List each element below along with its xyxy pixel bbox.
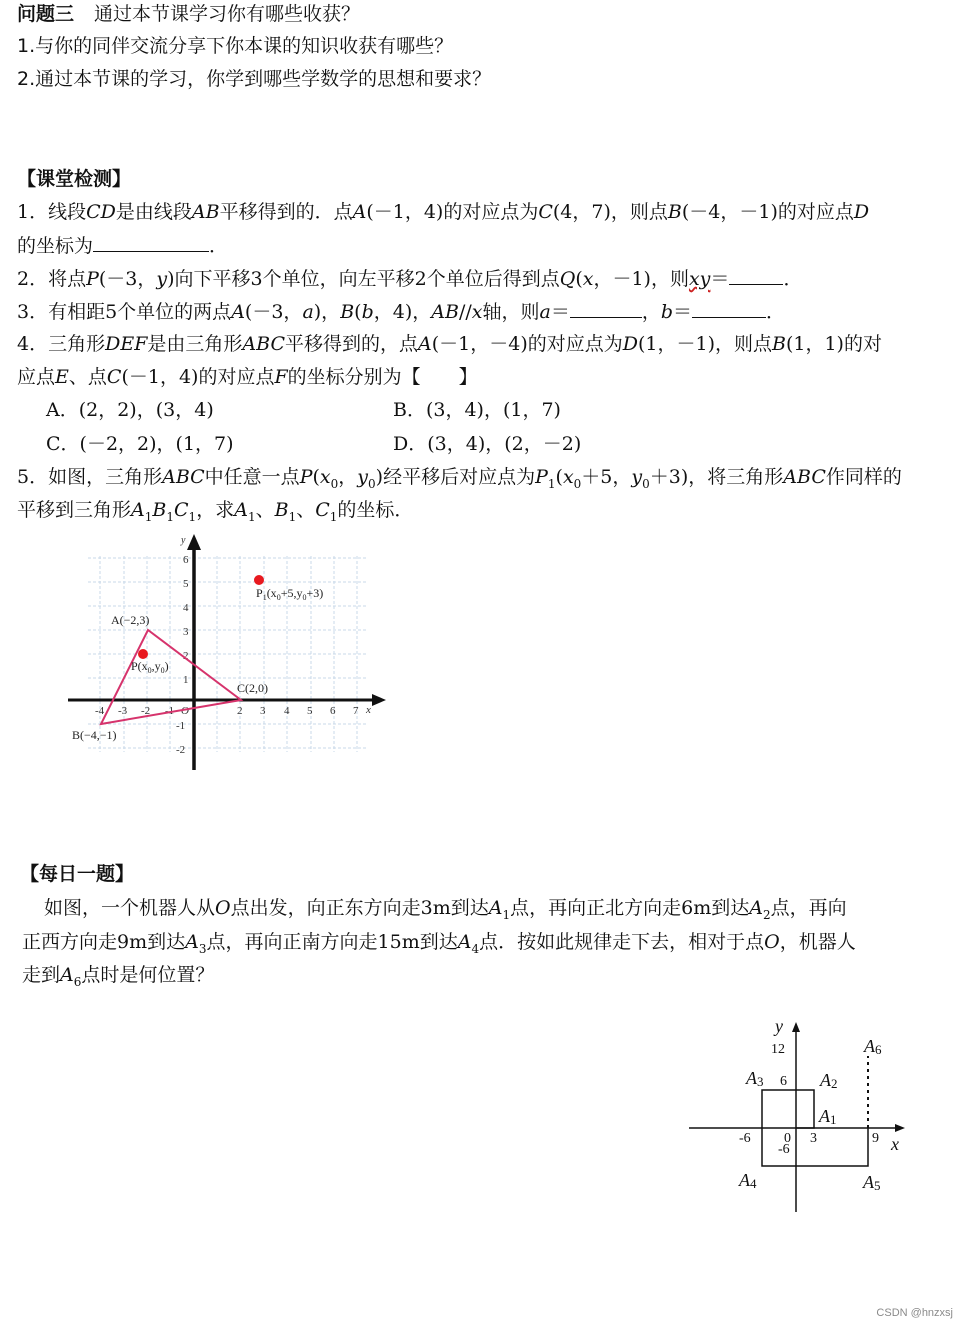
text: 到达 <box>419 931 458 953</box>
text: A <box>749 897 763 919</box>
text: O <box>764 931 780 953</box>
label-a5-part: A <box>863 1172 874 1192</box>
text: ABC <box>242 333 285 355</box>
label-p-part: 0 <box>147 666 152 675</box>
text: ABC <box>783 466 826 488</box>
text: ，机器人 <box>779 931 856 953</box>
text: A <box>418 333 432 355</box>
label-a2-part: 2 <box>831 1076 838 1091</box>
text: x <box>319 466 331 488</box>
text: ，4)， <box>373 301 432 323</box>
q3-title-line <box>17 2 360 26</box>
label-p1-part: +3) <box>306 586 324 600</box>
tick-0: 0 <box>784 1131 791 1146</box>
text: 中任意一点 <box>204 466 300 488</box>
label-a1-part: A <box>819 1106 830 1126</box>
label-a1 <box>818 1106 837 1127</box>
tick-3: 3 <box>810 1131 817 1146</box>
text: A <box>131 499 145 521</box>
text: 点，再向正南方向走 <box>206 931 378 953</box>
text: a <box>302 301 314 323</box>
text: 到达 <box>711 897 750 919</box>
daily-line-1 <box>44 896 847 927</box>
y-axis-label: y <box>181 535 186 546</box>
text: AB <box>191 201 220 223</box>
x-tick-label: -2 <box>141 705 151 717</box>
label-p1-part: 1 <box>262 593 267 602</box>
text: C <box>315 499 330 521</box>
x-axis-label: x <box>366 704 371 716</box>
text: )经平移后对应点为 <box>375 466 536 488</box>
text: 到达 <box>147 931 186 953</box>
y-axis-arrow <box>792 1022 800 1032</box>
label-a5 <box>862 1172 881 1193</box>
text: D <box>622 333 638 355</box>
text: ， <box>338 466 358 488</box>
text: // <box>458 301 472 323</box>
problem-1-line-2 <box>17 233 228 258</box>
problem-3 <box>17 299 785 324</box>
text: 、 <box>296 499 316 521</box>
text: ABC <box>162 466 205 488</box>
text: (－3， <box>98 268 157 290</box>
text: 1 <box>329 509 338 524</box>
label-p1-part: (x <box>266 586 277 600</box>
text: C <box>174 499 189 521</box>
text: ， <box>641 301 661 323</box>
text: 平移得到的．点 <box>219 201 353 223</box>
label-b: B(−4,−1) <box>72 728 117 742</box>
daily-heading: 【每日一题】 <box>20 863 135 885</box>
text: 平移到三角形 <box>17 499 132 521</box>
daily-line-2 <box>22 930 856 961</box>
text: A <box>60 964 74 986</box>
y-tick-label: 5 <box>183 578 189 590</box>
q3-item-1: 1.与你的同伴交流分享下你本课的知识收获有哪些？ <box>17 35 454 57</box>
origin-label: O <box>181 705 189 717</box>
x-axis-arrow <box>372 694 386 706</box>
text: CD <box>86 201 116 223</box>
x-tick-label: 2 <box>237 705 243 717</box>
label-a2 <box>819 1070 838 1091</box>
q3-title-text: 通过本节课学习你有哪些收获？ <box>94 3 361 25</box>
text: 是由三角形 <box>147 333 243 355</box>
label-a2-part: A <box>820 1070 831 1090</box>
x-tick-label: -1 <box>165 705 175 717</box>
text: ＝ <box>673 301 693 323</box>
text: 、点 <box>68 366 107 388</box>
label-a4-part: 4 <box>750 1176 757 1191</box>
text: B <box>152 499 167 521</box>
text: 15m <box>377 931 420 953</box>
option-d[interactable]: D．(3，4)，(2，－2) <box>393 433 582 455</box>
text: D <box>853 201 870 223</box>
text: C <box>538 201 553 223</box>
text: Q <box>559 268 576 290</box>
y-tick-label: -1 <box>176 720 186 732</box>
text: 轴，则 <box>482 301 540 323</box>
text: (4，7)，则点 <box>552 201 668 223</box>
x-tick-label: 5 <box>307 705 313 717</box>
label-p <box>131 659 169 675</box>
tick-12: 12 <box>771 1042 785 1057</box>
x-axis-label: x <box>891 1134 899 1154</box>
text: 的坐标分别为【 】 <box>287 366 478 388</box>
text: 是由线段 <box>115 201 192 223</box>
tick-6: 6 <box>780 1074 787 1089</box>
q3-title-label: 问题三 <box>17 3 75 25</box>
text: 1 <box>502 907 511 922</box>
text: C <box>106 366 122 388</box>
text: ( <box>555 466 563 488</box>
text: 5．如图，三角形 <box>17 466 163 488</box>
text: B <box>667 201 682 223</box>
y-tick-label: 4 <box>183 602 189 614</box>
text: DEF <box>105 333 148 355</box>
text: 1．线段 <box>17 201 87 223</box>
text: ＝ <box>710 268 730 290</box>
text: 2 <box>762 907 771 922</box>
text: 点时是何位置？ <box>81 964 215 986</box>
text: y <box>631 466 643 488</box>
x-tick-label: 6 <box>330 705 336 717</box>
x-tick-label: -4 <box>95 705 105 717</box>
text: A <box>231 301 245 323</box>
text: 0 <box>573 476 582 491</box>
x-tick-label: -3 <box>118 705 128 717</box>
text: 点，再向正北方向走 <box>510 897 682 919</box>
problem-5-line-2 <box>17 498 413 529</box>
option-b[interactable]: B．(3，4)，(1，7) <box>393 399 561 421</box>
text: 1 <box>547 476 556 491</box>
text: 3m <box>420 897 451 919</box>
point-p-dot <box>138 649 148 659</box>
text: ，求 <box>196 499 235 521</box>
text: 4．三角形 <box>17 333 106 355</box>
text: A <box>234 499 248 521</box>
text: (1，1)的对 <box>785 333 882 355</box>
text: 6m <box>681 897 712 919</box>
x-tick-label: 4 <box>284 705 290 717</box>
text: 0 <box>330 476 339 491</box>
text: 1 <box>144 509 153 524</box>
text: A <box>488 897 503 919</box>
text: ( <box>575 268 583 290</box>
text: 的坐标为 <box>17 235 94 257</box>
text: x <box>562 466 574 488</box>
text: P <box>299 466 313 488</box>
label-a4-part: A <box>739 1170 750 1190</box>
text: x <box>582 268 594 290</box>
option-a[interactable]: A．(2，2)，(3，4) <box>46 399 214 421</box>
answer-blank[interactable] <box>729 266 783 285</box>
text: 如图，一个机器人从 <box>44 897 216 919</box>
text: 到达 <box>450 897 489 919</box>
y-axis-label: y <box>775 1016 783 1036</box>
text: AB <box>431 301 459 323</box>
label-p1 <box>256 586 323 602</box>
problem-1-line-1 <box>17 200 869 224</box>
y-tick-label: 3 <box>183 626 189 638</box>
text: P <box>86 268 99 290</box>
grid <box>88 556 368 752</box>
label-p1-part: 0 <box>302 593 307 602</box>
y-tick-label: -2 <box>176 744 186 756</box>
x-tick-label: 3 <box>260 705 266 717</box>
text: (－1，4)的对应点为 <box>366 201 539 223</box>
answer-blank[interactable] <box>570 299 642 318</box>
text: F <box>274 366 288 388</box>
text: ( <box>354 301 362 323</box>
label-a6-part: 6 <box>875 1042 882 1057</box>
label-a: A(−2,3) <box>111 613 150 627</box>
text: )， <box>313 301 341 323</box>
text: )向下平移3个单位，向左平移2个单位后得到点 <box>167 268 560 290</box>
text: b <box>361 301 374 323</box>
tick-neg6-y: -6 <box>778 1142 790 1157</box>
text: y <box>357 466 369 488</box>
text: ． <box>783 268 803 290</box>
figure-triangle-translation <box>60 528 390 773</box>
figure-robot-path <box>680 1012 915 1217</box>
text: ＋5， <box>581 466 632 488</box>
daily-line-3 <box>22 963 214 994</box>
label-c: C(2,0) <box>237 681 268 695</box>
text: 1 <box>288 509 297 524</box>
label-p-part: ,y <box>151 659 161 673</box>
label-a1-part: 1 <box>830 1112 837 1127</box>
problem-4-line-1 <box>17 332 882 356</box>
text: (－4，－1)的对应点 <box>681 201 854 223</box>
label-p-part: P(x <box>131 659 148 673</box>
label-p-part: ) <box>164 659 169 673</box>
q3-item-2: 2.通过本节课的学习，你学到哪些学数学的思想和要求？ <box>17 68 492 90</box>
text: (1，－1)，则点 <box>637 333 772 355</box>
text: 点，再向 <box>770 897 847 919</box>
text: 点出发，向正东方向走 <box>230 897 421 919</box>
text: (－1，4)的对应点 <box>121 366 275 388</box>
label-a6 <box>863 1036 882 1057</box>
text: 0 <box>642 476 650 491</box>
x-tick-label: 7 <box>353 705 359 717</box>
text: ＝ <box>550 301 570 323</box>
label-p1-part: 0 <box>276 593 281 602</box>
text: B <box>274 499 289 521</box>
text: 走到 <box>22 964 61 986</box>
label-p1-part: P <box>256 586 263 600</box>
tick-9: 9 <box>872 1131 879 1146</box>
y-tick-label: 2 <box>183 650 189 662</box>
text: 0 <box>368 476 376 491</box>
text: 3 <box>198 941 207 956</box>
label-a5-part: 5 <box>874 1178 881 1193</box>
text: 4 <box>471 941 480 956</box>
text: 1 <box>188 509 197 524</box>
text: O <box>215 897 231 919</box>
text: 2．将点 <box>17 268 87 290</box>
text: 作同样的 <box>825 466 902 488</box>
label-a3-part: 3 <box>757 1074 764 1089</box>
text: A <box>457 931 472 953</box>
text: y <box>156 268 168 290</box>
label-p-part: 0 <box>160 666 165 675</box>
watermark: CSDN @hnzxsj <box>876 1307 953 1319</box>
answer-blank[interactable] <box>93 233 209 252</box>
label-a6-part: A <box>864 1036 875 1056</box>
text: ( <box>312 466 320 488</box>
y-tick-label: 6 <box>183 554 189 566</box>
text: E <box>55 366 69 388</box>
label-a3-part: A <box>746 1068 757 1088</box>
text: 点．按如此规律走下去，相对于点 <box>479 931 765 953</box>
text: 平移得到的，点 <box>284 333 418 355</box>
y-tick-label: 1 <box>183 674 189 686</box>
text: 应点 <box>17 366 56 388</box>
text: 的坐标． <box>337 499 414 521</box>
text: 正西方向走 <box>22 931 118 953</box>
label-p1-part: +5,y <box>280 586 303 600</box>
y-axis-arrow <box>187 534 201 550</box>
text: ． <box>209 235 229 257</box>
text: ＋3)，将三角形 <box>649 466 784 488</box>
check-heading: 【课堂检测】 <box>17 168 132 190</box>
label-a4 <box>738 1170 757 1191</box>
text: a <box>539 301 551 323</box>
tick-neg6-x: -6 <box>739 1131 751 1146</box>
point-p1-dot <box>254 575 264 585</box>
text: ． <box>766 301 786 323</box>
text: ，－1)，则 <box>593 268 689 290</box>
text: x <box>471 301 483 323</box>
label-a3 <box>745 1068 764 1089</box>
text: 1 <box>247 509 256 524</box>
text: xy <box>688 268 711 290</box>
text: b <box>660 301 674 323</box>
text: A <box>352 201 367 223</box>
text: 3．有相距5个单位的两点 <box>17 301 232 323</box>
text: P <box>535 466 548 488</box>
problem-4-line-2 <box>17 365 478 389</box>
problem-2 <box>17 266 802 291</box>
text: (－3， <box>244 301 303 323</box>
answer-blank[interactable] <box>692 299 766 318</box>
problem-5-line-1 <box>17 465 902 496</box>
text: 、 <box>255 499 275 521</box>
text: 1 <box>166 509 174 524</box>
text: A <box>185 931 199 953</box>
text: 9m <box>117 931 148 953</box>
text: B <box>772 333 786 355</box>
text: B <box>340 301 355 323</box>
option-c[interactable]: C．(－2，2)，(1，7) <box>46 433 234 455</box>
text: (－1，－4)的对应点为 <box>431 333 623 355</box>
text: 6 <box>73 974 82 989</box>
x-axis-arrow <box>895 1124 905 1132</box>
